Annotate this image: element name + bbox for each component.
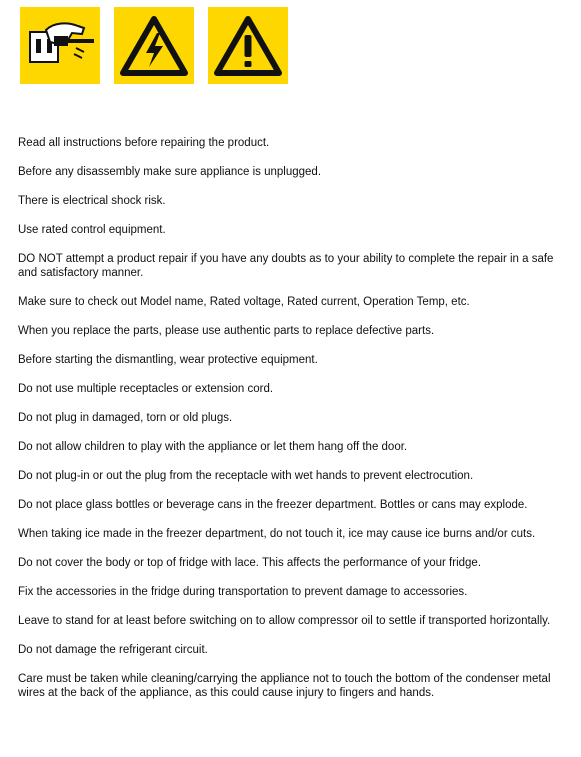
unplug-icon [20,7,100,84]
instruction-item: Read all instructions before repairing the product. [18,137,270,149]
instruction-item: Do not plug-in or out the plug from the receptacle with wet hands to prevent electrocution. [18,470,474,482]
instruction-item: When taking ice made in the freezer department, do not touch it, ice may cause ice burns and/or cuts. [18,528,536,540]
general-warning-icon [208,7,288,84]
instruction-item: There is electrical shock risk. [18,195,166,207]
instruction-item: Make sure to check out Model name, Rated voltage, Rated current, Operation Temp, etc. [18,296,470,308]
instruction-item: Use rated control equipment. [18,224,166,236]
instruction-item: Before starting the dismantling, wear protective equipment. [18,354,318,366]
instruction-item: When you replace the parts, please use authentic parts to replace defective parts. [18,325,435,337]
electric-shock-warning-icon [114,7,194,84]
warning-icons-row [20,7,288,84]
instruction-item: Do not plug in damaged, torn or old plugs. [18,412,233,424]
instruction-item: Do not damage the refrigerant circuit. [18,644,208,656]
instruction-item: Before any disassembly make sure appliance is unplugged. [18,166,322,178]
instructions-list [18,136,574,715]
instruction-item: Care must be taken while cleaning/carrying the appliance not to touch the bottom of the condenser metal wires at the back of the appliance, as this could cause injury to fingers and hands. [18,673,551,699]
instruction-item: Do not cover the body or top of fridge with lace. This affects the performance of your fridge. [18,557,482,569]
instruction-item: Do not allow children to play with the appliance or let them hang off the door. [18,441,408,453]
instruction-item: Do not use multiple receptacles or extension cord. [18,383,274,395]
instruction-item: DO NOT attempt a product repair if you have any doubts as to your ability to complete the repair in a safe and satisfactory manner. [18,253,554,279]
instruction-item: Leave to stand for at least before switching on to allow compressor oil to settle if transported horizontally. [18,615,551,627]
instruction-item: Do not place glass bottles or beverage cans in the freezer department. Bottles or cans may explode. [18,499,528,511]
instruction-item: Fix the accessories in the fridge during transportation to prevent damage to accessories. [18,586,468,598]
